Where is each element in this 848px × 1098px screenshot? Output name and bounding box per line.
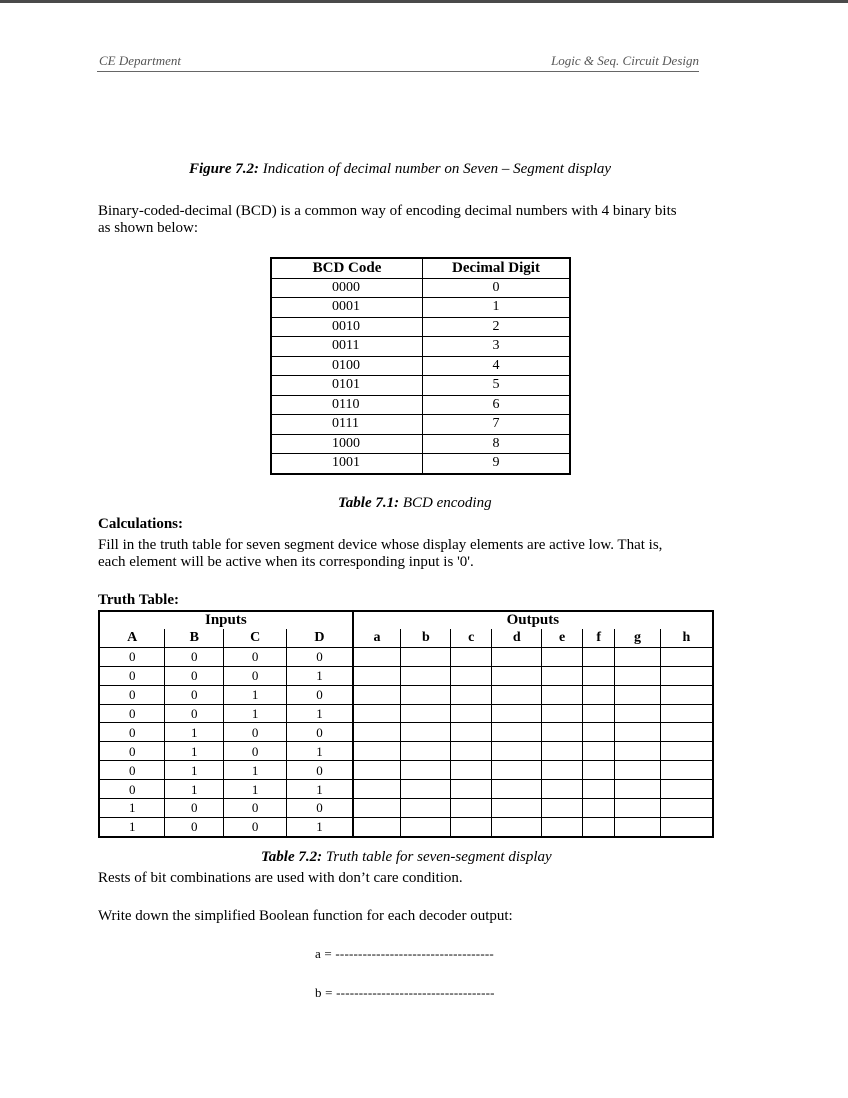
table-7-2-caption [261, 849, 552, 866]
output-blank-cell[interactable] [401, 799, 451, 818]
header-course-title: Logic & Seq. Circuit Design [551, 53, 699, 68]
bcd-row [271, 454, 570, 474]
bcd-row [271, 278, 570, 298]
bcd-code-cell: 0010 [271, 317, 423, 337]
calculations-section [98, 516, 662, 571]
intro-line-1: Binary-coded-decimal (BCD) is a common way of encoding decimal numbers with 4 binary bits [98, 203, 677, 219]
output-blank-cell[interactable] [492, 817, 542, 836]
output-col-header-c: c [451, 629, 492, 647]
truth-table-row [99, 780, 713, 799]
output-blank-cell[interactable] [401, 685, 451, 704]
output-blank-cell[interactable] [353, 666, 401, 685]
intro-line-2: as shown below: [98, 220, 198, 236]
output-blank-cell[interactable] [542, 780, 583, 799]
truth-table-row [99, 799, 713, 818]
output-blank-cell[interactable] [451, 799, 492, 818]
truth-table-row [99, 723, 713, 742]
decimal-digit-cell: 2 [423, 317, 571, 337]
output-blank-cell[interactable] [492, 685, 542, 704]
output-blank-cell[interactable] [353, 647, 401, 666]
output-blank-cell[interactable] [353, 723, 401, 742]
output-blank-cell[interactable] [615, 723, 660, 742]
input-cell: 0 [287, 761, 353, 780]
inputs-group-header: Inputs [99, 611, 353, 629]
input-cell: 0 [99, 685, 165, 704]
bcd-row [271, 395, 570, 415]
decimal-digit-cell: 5 [423, 376, 571, 396]
output-blank-cell[interactable] [451, 723, 492, 742]
input-cell: 0 [287, 799, 353, 818]
output-blank-cell[interactable] [492, 799, 542, 818]
table-7-1-caption [338, 495, 492, 512]
input-cell: 0 [224, 647, 287, 666]
output-col-header-a: a [353, 629, 401, 647]
input-cell: 0 [165, 799, 224, 818]
input-cell: 0 [165, 685, 224, 704]
input-cell: 0 [287, 723, 353, 742]
input-col-header-b: B [165, 629, 224, 647]
output-blank-cell[interactable] [451, 742, 492, 761]
bcd-row [271, 317, 570, 337]
decimal-digit-cell: 0 [423, 278, 571, 298]
decimal-digit-cell: 1 [423, 298, 571, 318]
input-col-header-d: D [287, 629, 353, 647]
input-col-header-a: A [99, 629, 165, 647]
input-cell: 1 [165, 723, 224, 742]
truth-table-row [99, 817, 713, 836]
output-blank-cell[interactable] [401, 742, 451, 761]
decimal-digit-cell: 9 [423, 454, 571, 474]
output-blank-cell[interactable] [660, 723, 713, 742]
output-blank-cell[interactable] [583, 704, 615, 723]
output-blank-cell[interactable] [401, 647, 451, 666]
input-cell: 1 [224, 780, 287, 799]
input-cell: 0 [99, 780, 165, 799]
bcd-header-code: BCD Code [271, 258, 423, 278]
header-department: CE Department [99, 53, 181, 68]
figure-caption-text: Indication of decimal number on Seven – Segment display [259, 161, 612, 177]
output-col-header-e: e [542, 629, 583, 647]
bcd-table-header-row [271, 258, 570, 278]
output-blank-cell[interactable] [542, 723, 583, 742]
output-blank-cell[interactable] [583, 666, 615, 685]
input-cell: 0 [99, 647, 165, 666]
outputs-group-header: Outputs [353, 611, 713, 629]
output-col-header-h: h [660, 629, 713, 647]
output-blank-cell[interactable] [401, 723, 451, 742]
truth-table [98, 610, 714, 838]
calculations-line-2: each element will be active when its corresponding input is '0'. [98, 554, 474, 570]
input-cell: 1 [165, 742, 224, 761]
output-blank-cell[interactable] [492, 704, 542, 723]
calculations-heading: Calculations: [98, 516, 184, 532]
output-blank-cell[interactable] [615, 761, 660, 780]
input-cell: 0 [224, 723, 287, 742]
output-blank-cell[interactable] [615, 799, 660, 818]
output-blank-cell[interactable] [492, 761, 542, 780]
output-blank-cell[interactable] [615, 685, 660, 704]
output-blank-cell[interactable] [542, 666, 583, 685]
truth-table-row [99, 685, 713, 704]
input-cell: 0 [165, 817, 224, 836]
header-rule [97, 71, 699, 72]
input-cell: 1 [287, 742, 353, 761]
window-top-border [0, 0, 848, 3]
input-cell: 1 [224, 685, 287, 704]
output-blank-cell[interactable] [660, 761, 713, 780]
output-blank-cell[interactable] [615, 742, 660, 761]
figure-caption-label: Figure 7.2: [189, 161, 260, 177]
truth-table-column-row [99, 629, 713, 647]
truth-table-title: Truth Table: [98, 592, 179, 608]
output-blank-cell[interactable] [401, 780, 451, 799]
output-blank-cell[interactable] [583, 817, 615, 836]
output-blank-cell[interactable] [660, 704, 713, 723]
bcd-code-cell: 1001 [271, 454, 423, 474]
output-blank-cell[interactable] [451, 666, 492, 685]
input-cell: 0 [99, 761, 165, 780]
output-blank-cell[interactable] [583, 647, 615, 666]
truth-table-row [99, 704, 713, 723]
output-blank-cell[interactable] [615, 704, 660, 723]
output-blank-cell[interactable] [451, 704, 492, 723]
truth-table-group-row [99, 611, 713, 629]
output-blank-cell[interactable] [660, 666, 713, 685]
output-blank-cell[interactable] [615, 817, 660, 836]
output-blank-cell[interactable] [401, 666, 451, 685]
decimal-digit-cell: 7 [423, 415, 571, 435]
output-blank-cell[interactable] [492, 666, 542, 685]
output-blank-cell[interactable] [401, 761, 451, 780]
input-cell: 1 [287, 666, 353, 685]
output-blank-cell[interactable] [492, 723, 542, 742]
truth-table-row [99, 742, 713, 761]
input-cell: 0 [224, 799, 287, 818]
output-blank-cell[interactable] [542, 817, 583, 836]
bcd-code-cell: 0110 [271, 395, 423, 415]
output-blank-cell[interactable] [583, 799, 615, 818]
output-blank-cell[interactable] [353, 704, 401, 723]
bcd-header-digit: Decimal Digit [423, 258, 571, 278]
bcd-code-cell: 0011 [271, 337, 423, 357]
output-blank-cell[interactable] [451, 685, 492, 704]
output-blank-cell[interactable] [583, 723, 615, 742]
bcd-row [271, 337, 570, 357]
output-blank-cell[interactable] [615, 666, 660, 685]
output-blank-cell[interactable] [542, 761, 583, 780]
output-blank-cell[interactable] [660, 742, 713, 761]
output-blank-cell[interactable] [542, 647, 583, 666]
bcd-row [271, 376, 570, 396]
truth-table-row [99, 647, 713, 666]
input-cell: 1 [224, 704, 287, 723]
bcd-code-cell: 0100 [271, 356, 423, 376]
output-blank-cell[interactable] [353, 685, 401, 704]
output-col-header-d: d [492, 629, 542, 647]
bcd-code-cell: 0000 [271, 278, 423, 298]
decimal-digit-cell: 3 [423, 337, 571, 357]
decimal-digit-cell: 8 [423, 434, 571, 454]
output-blank-cell[interactable] [583, 761, 615, 780]
input-cell: 1 [224, 761, 287, 780]
instruction-text: Write down the simplified Boolean function for each decoder output: [98, 908, 513, 924]
equation-b: b = ----------------------------------- [315, 985, 495, 1000]
bcd-code-cell: 0001 [271, 298, 423, 318]
decimal-digit-cell: 6 [423, 395, 571, 415]
input-cell: 1 [287, 780, 353, 799]
input-cell: 0 [287, 647, 353, 666]
bcd-row [271, 415, 570, 435]
output-blank-cell[interactable] [353, 799, 401, 818]
bcd-row [271, 434, 570, 454]
table-7-1-text: BCD encoding [399, 495, 492, 511]
intro-paragraph [98, 203, 677, 237]
input-cell: 1 [99, 799, 165, 818]
input-cell: 0 [287, 685, 353, 704]
table-7-2-label: Table 7.2: [261, 849, 323, 865]
output-blank-cell[interactable] [542, 742, 583, 761]
input-cell: 1 [287, 817, 353, 836]
truth-table-row [99, 666, 713, 685]
input-cell: 0 [224, 817, 287, 836]
bcd-code-cell: 0111 [271, 415, 423, 435]
output-blank-cell[interactable] [353, 780, 401, 799]
output-blank-cell[interactable] [353, 761, 401, 780]
output-blank-cell[interactable] [615, 780, 660, 799]
output-blank-cell[interactable] [492, 742, 542, 761]
bcd-code-cell: 0101 [271, 376, 423, 396]
input-cell: 0 [224, 742, 287, 761]
output-blank-cell[interactable] [660, 780, 713, 799]
output-blank-cell[interactable] [615, 647, 660, 666]
output-blank-cell[interactable] [451, 647, 492, 666]
output-blank-cell[interactable] [583, 780, 615, 799]
bcd-code-cell: 1000 [271, 434, 423, 454]
input-cell: 0 [165, 666, 224, 685]
output-blank-cell[interactable] [492, 780, 542, 799]
decimal-digit-cell: 4 [423, 356, 571, 376]
figure-caption [189, 161, 611, 178]
equation-a: a = ----------------------------------- [315, 946, 494, 961]
output-blank-cell[interactable] [660, 799, 713, 818]
dont-care-note: Rests of bit combinations are used with don’t care condition. [98, 870, 463, 886]
output-col-header-b: b [401, 629, 451, 647]
output-blank-cell[interactable] [660, 685, 713, 704]
output-blank-cell[interactable] [542, 704, 583, 723]
output-blank-cell[interactable] [451, 817, 492, 836]
output-blank-cell[interactable] [451, 780, 492, 799]
output-blank-cell[interactable] [660, 647, 713, 666]
output-blank-cell[interactable] [353, 742, 401, 761]
output-blank-cell[interactable] [353, 817, 401, 836]
table-7-1-label: Table 7.1: [338, 495, 400, 511]
output-blank-cell[interactable] [583, 742, 615, 761]
input-cell: 1 [287, 704, 353, 723]
output-blank-cell[interactable] [583, 685, 615, 704]
output-col-header-f: f [583, 629, 615, 647]
input-cell: 1 [165, 761, 224, 780]
input-cell: 1 [99, 817, 165, 836]
output-blank-cell[interactable] [401, 817, 451, 836]
output-col-header-g: g [615, 629, 660, 647]
input-col-header-c: C [224, 629, 287, 647]
input-cell: 0 [99, 742, 165, 761]
input-cell: 0 [165, 647, 224, 666]
input-cell: 0 [99, 704, 165, 723]
bcd-row [271, 298, 570, 318]
input-cell: 0 [99, 666, 165, 685]
input-cell: 0 [224, 666, 287, 685]
bcd-row [271, 356, 570, 376]
calculations-line-1: Fill in the truth table for seven segment device whose display elements are active low. That is, [98, 537, 663, 553]
bcd-table [270, 257, 571, 475]
output-blank-cell[interactable] [542, 799, 583, 818]
truth-table-row [99, 761, 713, 780]
input-cell: 0 [99, 723, 165, 742]
input-cell: 1 [165, 780, 224, 799]
output-blank-cell[interactable] [660, 817, 713, 836]
output-blank-cell[interactable] [492, 647, 542, 666]
output-blank-cell[interactable] [451, 761, 492, 780]
output-blank-cell[interactable] [542, 685, 583, 704]
output-blank-cell[interactable] [401, 704, 451, 723]
input-cell: 0 [165, 704, 224, 723]
table-7-2-text: Truth table for seven-segment display [322, 849, 552, 865]
